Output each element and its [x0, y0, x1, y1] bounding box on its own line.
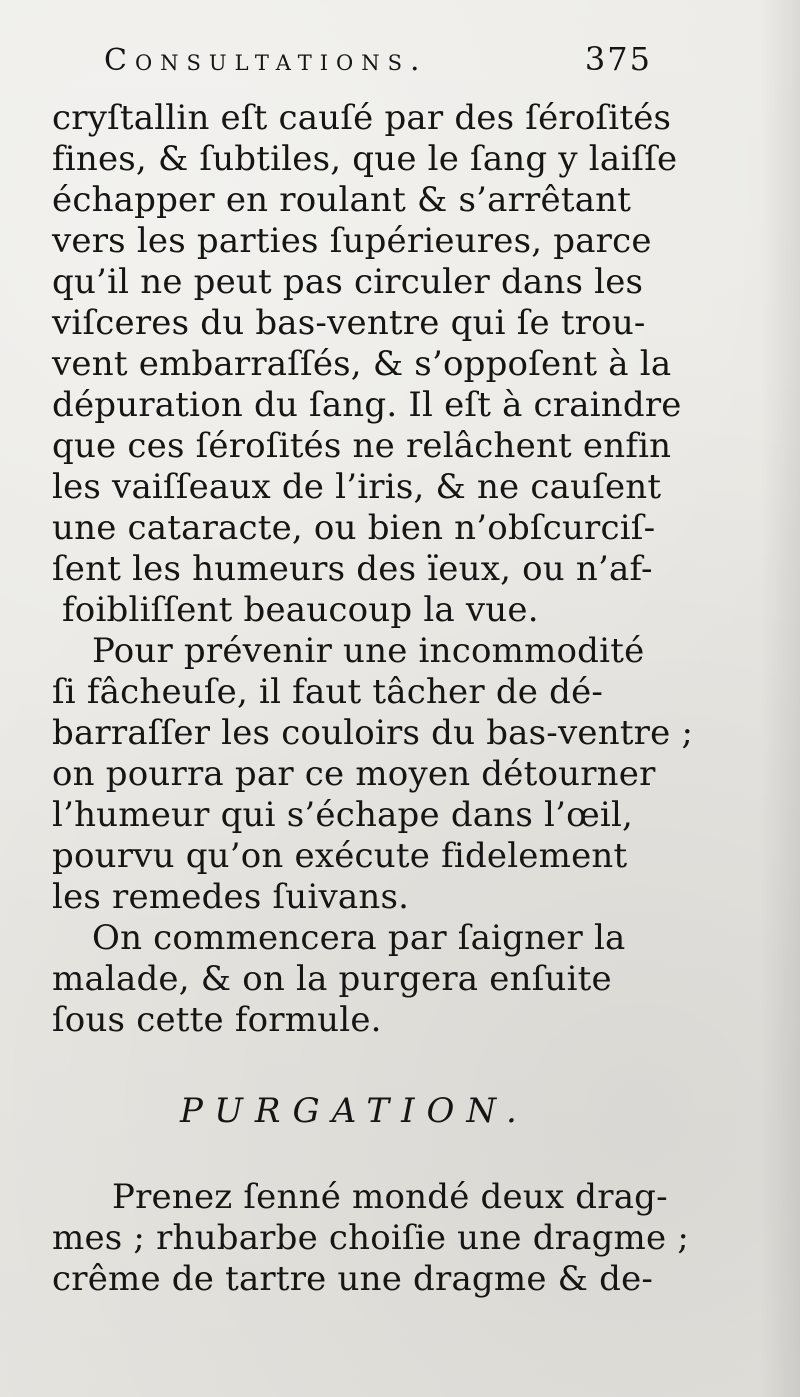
text-line: malade, & on la purgera enſuite: [52, 959, 612, 999]
text-line: vent embarraſſés, & s’oppoſent à la: [52, 344, 672, 384]
text-line: vers les parties ſupérieures, parce: [52, 221, 652, 261]
text-line: mes ; rhubarbe choiſie une dragme ;: [52, 1218, 689, 1258]
text-line: ſous cette formule.: [52, 1000, 382, 1040]
text-line: Prenez ſenné mondé deux drag-: [112, 1177, 668, 1217]
running-title: Consultations.: [104, 43, 428, 78]
text-line: ſent les humeurs des ïeux, ou n’af-: [52, 549, 653, 589]
text-line: Pour prévenir une incommodité: [92, 631, 645, 671]
paragraph-3: [52, 918, 662, 1041]
text-line: viſceres du bas-ventre qui ſe trou-: [52, 303, 646, 343]
page-text: [52, 40, 694, 1300]
text-line: qu’il ne peut pas circuler dans les: [52, 262, 644, 302]
text-line: les vaiſſeaux de l’iris, & ne cauſent: [52, 467, 662, 507]
text-line: on pourra par ce moyen détourner: [52, 754, 656, 794]
text-line: ſi fâcheuſe, il faut tâcher de dé-: [52, 672, 604, 712]
text-line: que ces ſéroſités ne relâchent enfin: [52, 426, 672, 466]
paragraph-4: [52, 1177, 689, 1300]
text-line: crême de tartre une dragme & de-: [52, 1259, 654, 1299]
page-number: 375: [584, 40, 652, 78]
paragraph-1: [52, 98, 682, 631]
text-line: dépuration du ſang. Il eſt à craindre: [52, 385, 682, 425]
text-line: cryſtallin eſt cauſé par des ſéroſités: [52, 98, 672, 138]
text-line: barraſſer les couloirs du bas-ventre ;: [52, 713, 694, 753]
section-title: PURGATION.: [180, 1091, 529, 1131]
text-line: l’humeur qui s’échape dans l’œil,: [52, 795, 634, 835]
text-line: On commencera par ſaigner la: [92, 918, 626, 958]
text-line: foibliſſent beaucoup la vue.: [62, 590, 539, 630]
paragraph-2: [52, 631, 694, 918]
text-line: échapper en roulant & s’arrêtant: [52, 180, 632, 220]
text-line: pourvu qu’on exécute fidelement: [52, 836, 628, 876]
page-edge-shadow: [760, 0, 800, 1397]
text-line: les remedes ſuivans.: [52, 877, 410, 917]
text-line: fines, & ſubtiles, que le ſang y laiſſe: [52, 139, 678, 179]
running-head: [104, 40, 652, 98]
text-line: une cataracte, ou bien n’obſcurciſ-: [52, 508, 656, 548]
